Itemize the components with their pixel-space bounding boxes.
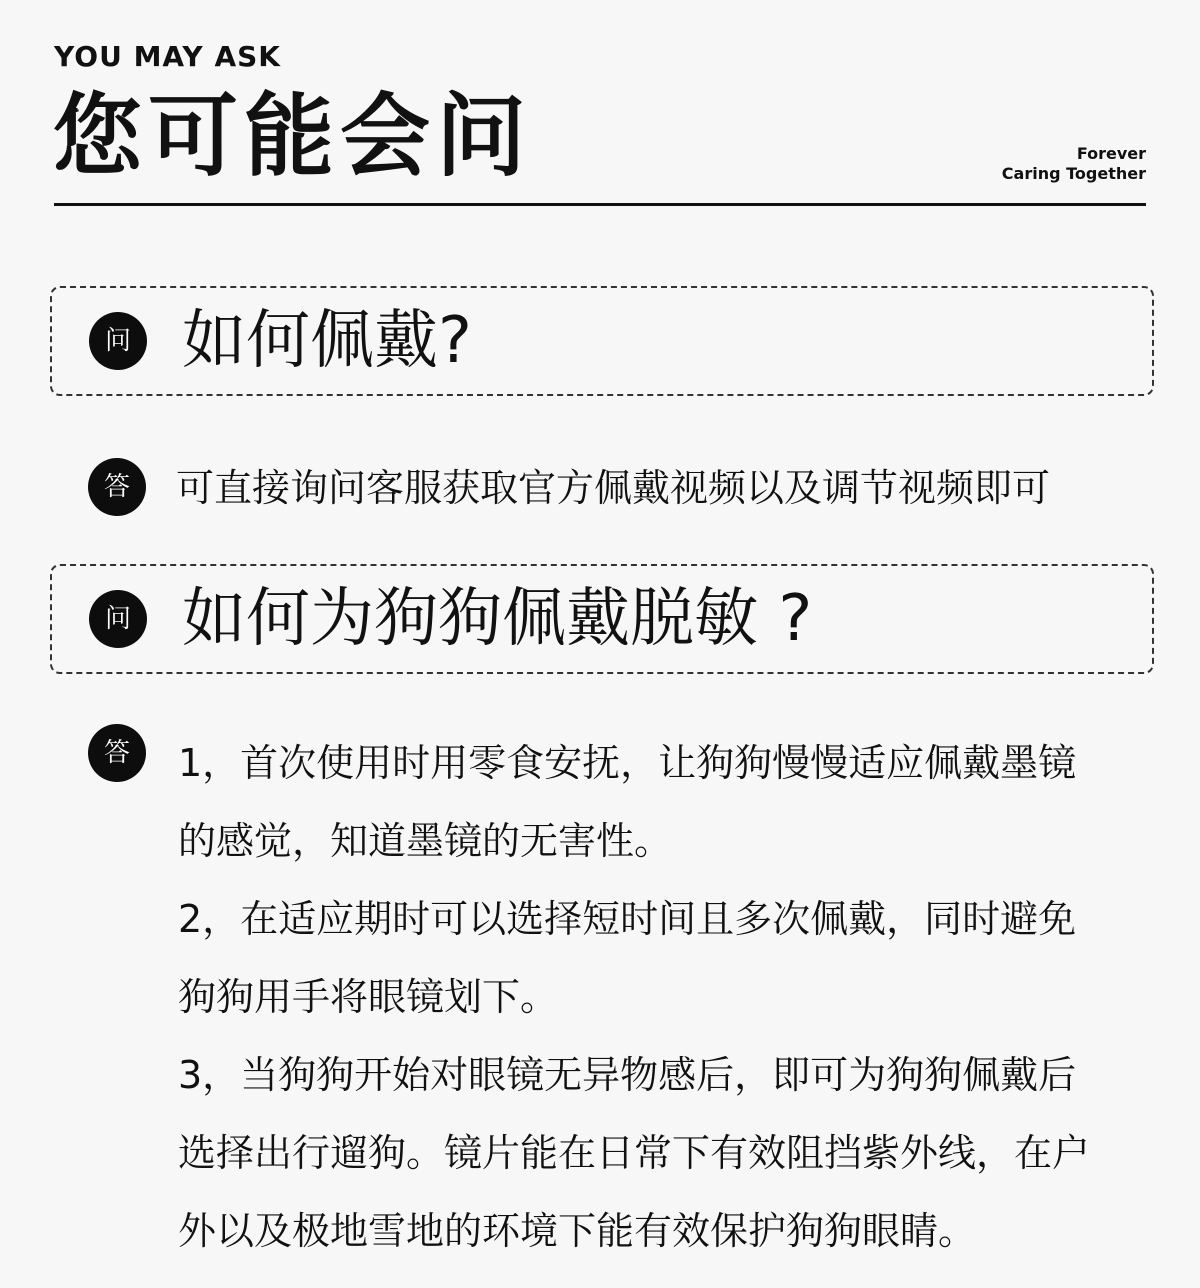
answer-badge: 答 <box>88 458 146 516</box>
question-text: 如何佩戴? <box>182 304 472 378</box>
question-box-1 <box>50 286 1154 396</box>
slogan-line-1: Forever <box>1076 144 1146 163</box>
page-title: 您可能会问 <box>52 84 532 189</box>
question-badge: 问 <box>89 312 147 370</box>
answer-text <box>178 724 1108 1270</box>
question-box-2 <box>50 564 1154 674</box>
header-subtitle-en: YOU MAY ASK <box>54 40 281 73</box>
answer-line-1: 1，首次使用时用零食安抚，让狗狗慢慢适应佩戴墨镜的感觉，知道墨镜的无害性。 <box>178 741 1077 863</box>
answer-line-2: 2，在适应期时可以选择短时间且多次佩戴，同时避免狗狗用手将眼镜划下。 <box>178 897 1077 1019</box>
answer-text: 可直接询问客服获取官方佩戴视频以及调节视频即可 <box>176 466 1051 510</box>
answer-badge: 答 <box>88 724 146 782</box>
slogan <box>1002 144 1146 184</box>
header-divider <box>54 203 1146 206</box>
question-text: 如何为狗狗佩戴脱敏 ? <box>182 582 813 656</box>
question-badge: 问 <box>89 590 147 648</box>
answer-line-3: 3，当狗狗开始对眼镜无异物感后，即可为狗狗佩戴后选择出行遛狗。镜片能在日常下有效阻挡紫外线，在户外以及极地雪地的环境下能有效保护狗狗眼睛。 <box>178 1053 1091 1253</box>
slogan-line-2: Caring Together <box>1001 164 1146 183</box>
